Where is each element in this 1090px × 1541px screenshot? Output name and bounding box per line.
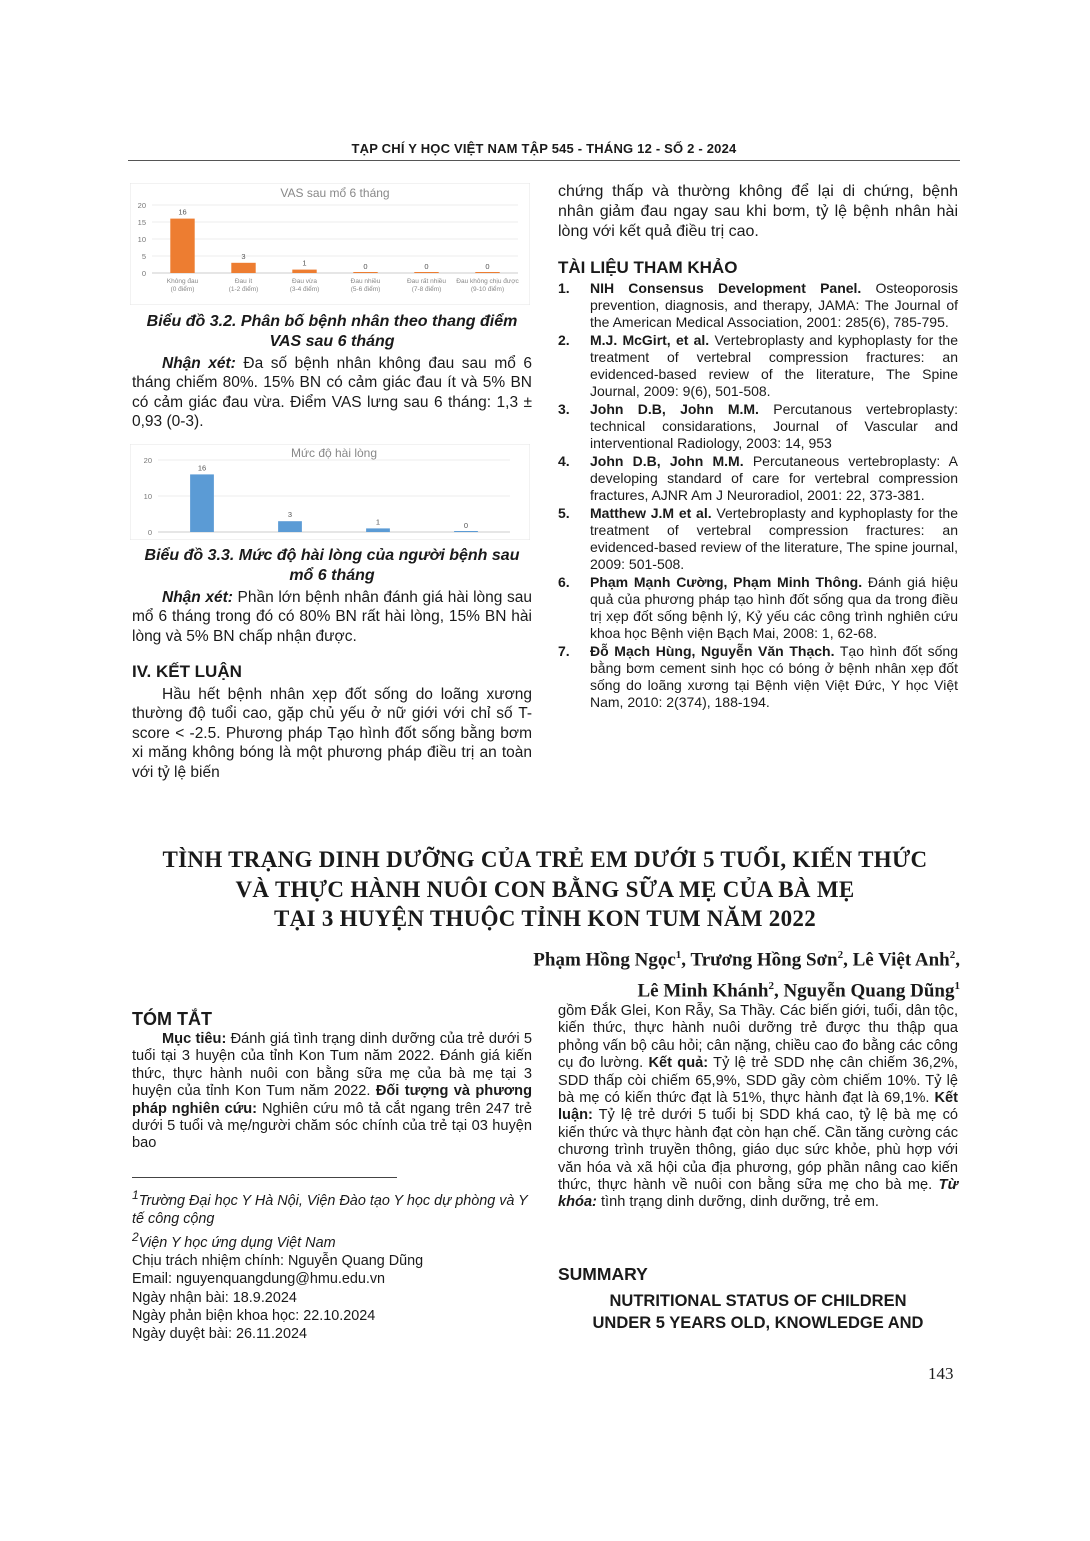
reference-text: Osteoporosis prevention, diagnosis, and therapy, JAMA: The Journal of the American Medical Association, 2001: 285(6), 785-795. bbox=[590, 280, 958, 330]
data-label: 3 bbox=[287, 510, 293, 520]
y-tick-label: 0 bbox=[141, 269, 146, 278]
y-tick-label: 0 bbox=[147, 528, 152, 537]
date-received: Ngày nhận bài: 18.9.2024 bbox=[132, 1289, 297, 1306]
remark-label: Nhận xét: bbox=[162, 355, 236, 372]
bar bbox=[292, 270, 316, 273]
bar bbox=[278, 521, 302, 532]
reference-item bbox=[558, 332, 958, 400]
conclusion-text: Hầu hết bệnh nhân xẹp đốt sống do loãng xương thường độ tuổi cao, gặp chủ yếu ở nữ giới với chỉ số T-score < -2.5. Phương pháp Tạo hình đốt sống bằng bơm xi măng không bóng là một phương pháp điều trị an toàn với tỷ lệ biến bbox=[132, 686, 532, 781]
affil-sup: 1 bbox=[954, 980, 960, 993]
remark-text: Đa số bệnh nhân không đau sau mổ 6 tháng chiếm 80%. 15% BN có cảm giác đau ít và 5% BN có cảm giác đau vừa. Điểm VAS lưng sau 6 tháng: 1,3 ± 0,93 (0-3). bbox=[132, 355, 533, 431]
vas-bar-chart bbox=[130, 183, 530, 305]
reference-item bbox=[558, 574, 958, 642]
abstract-label: Đối tượng và phương pháp nghiên cứu: bbox=[132, 1083, 532, 1117]
keywords-text: tình trạng dinh dưỡng, dinh dưỡng, trẻ em. bbox=[596, 1194, 879, 1211]
title-line: TÌNH TRẠNG DINH DƯỠNG CỦA TRẺ EM DƯỚI 5 TUỔI, KIẾN THỨC bbox=[162, 847, 928, 872]
figure-caption-3-3: Biểu đồ 3.3. Mức độ hài lòng của người bệnh sau mổ 6 tháng bbox=[144, 547, 520, 584]
author: , Nguyễn Quang Dũng bbox=[773, 980, 955, 1002]
y-tick-label: 10 bbox=[137, 235, 146, 244]
data-label: 3 bbox=[241, 251, 246, 261]
reference-number: 1. bbox=[558, 280, 570, 296]
reference-text: Percutanous vertebroplasty: technical considarations, Journal of Vascular and interventional Radiology, 2003: 14, 953 bbox=[590, 401, 958, 451]
data-label: 16 bbox=[178, 207, 187, 217]
category-label-line: (0 điểm) bbox=[170, 286, 195, 293]
abstract-text: Đánh giá tình trạng dinh dưỡng của trẻ dưới 5 tuổi tại 3 huyện của tỉnh Kon Tum năm 2022. Đánh giá kiến thức, thực hành nuôi con bằng sữa mẹ của bà mẹ tại 3 huyện của tỉnh Kon Tum năm 2022. bbox=[132, 1031, 532, 1100]
reference-authors: John D.B, John M.M. bbox=[590, 401, 759, 417]
authors bbox=[533, 942, 960, 1005]
fn-sup: 1 bbox=[132, 1188, 139, 1202]
bar bbox=[454, 531, 478, 532]
data-label: 1 bbox=[375, 517, 381, 527]
reference-authors: John D.B, John M.M. bbox=[590, 453, 744, 469]
affiliation-1: Trường Đại học Y Hà Nội, Viện Đào tạo Y học dự phòng và Y tế công cộng bbox=[132, 1192, 528, 1227]
abstract-text: Tỷ lệ trẻ SDD nhẹ cân chiếm 36,2%, SDD thấp còi chiếm 65,9%, SDD gầy còm chiếm 10%. Tỷ lệ bà mẹ có kiến thức đạt là 51%, thực hành đạt là 69,1%. bbox=[558, 1055, 959, 1107]
summary-title-line: NUTRITIONAL STATUS OF CHILDREN bbox=[609, 1292, 907, 1310]
category-label bbox=[167, 278, 199, 293]
abstract-right bbox=[558, 1003, 958, 1212]
y-tick-label: 20 bbox=[137, 201, 146, 210]
chart-title: Mức độ hài lòng bbox=[290, 446, 378, 460]
category-label-line: (7-8 điểm) bbox=[411, 286, 442, 293]
title-line: VÀ THỰC HÀNH NUÔI CON BẰNG SỮA MẸ CỦA BÀ MẸ bbox=[235, 876, 855, 902]
header-rule bbox=[128, 160, 960, 161]
category-label-line: (1-2 điểm) bbox=[228, 286, 259, 293]
reference-authors: Matthew J.M et al. bbox=[590, 505, 712, 521]
category-label-line: Đau vừa bbox=[292, 278, 317, 285]
bar bbox=[190, 474, 214, 532]
category-label bbox=[351, 276, 381, 293]
y-tick-label: 20 bbox=[143, 456, 152, 465]
date-accepted: Ngày duyệt bài: 26.11.2024 bbox=[132, 1326, 307, 1343]
references-list bbox=[558, 280, 958, 712]
reference-item bbox=[558, 453, 958, 504]
reference-text: Vertebroplasty and kyphoplasty for the treatment of vertebral compression fractures: an evidenced-based review of the literature, The Spine Journal, 2009: 9(6), 501-508. bbox=[590, 332, 958, 399]
reference-number: 6. bbox=[558, 574, 570, 590]
reference-number: 4. bbox=[558, 453, 570, 469]
affil-sup: 2 bbox=[949, 949, 956, 961]
bar bbox=[231, 263, 255, 273]
article-title bbox=[120, 845, 970, 934]
chart-title: VAS sau mổ 6 tháng bbox=[280, 186, 390, 200]
footnotes bbox=[132, 1186, 532, 1343]
reference-number: 5. bbox=[558, 505, 570, 521]
bar bbox=[353, 272, 377, 273]
affil-sup: 2 bbox=[768, 980, 774, 993]
remark-vas bbox=[132, 354, 532, 432]
category-label-line: (9-10 điểm) bbox=[470, 286, 505, 293]
category-label bbox=[290, 278, 320, 293]
data-label: 16 bbox=[197, 463, 207, 473]
footnote-rule bbox=[132, 1177, 397, 1178]
reference-item bbox=[558, 280, 958, 331]
category-label-line: (3-4 điểm) bbox=[289, 286, 320, 293]
data-label: 1 bbox=[302, 258, 307, 268]
abstract-left bbox=[132, 1031, 532, 1153]
author: , Trương Hồng Sơn bbox=[681, 949, 838, 971]
y-tick-label: 15 bbox=[137, 218, 146, 227]
email: Email: nguyenquangdung@hmu.edu.vn bbox=[132, 1271, 386, 1288]
bar bbox=[475, 272, 499, 273]
reference-text: Tạo hình đốt sống bằng bơm cement sinh học có bóng ở bệnh nhân xẹp đốt sống do loãng xương tại Bệnh viện Việt Đức, Y học Việt Nam, 2010: 2(374), 188-194. bbox=[590, 643, 958, 710]
remark-text: Phần lớn bệnh nhân đánh giá hài lòng sau mổ 6 tháng trong đó có 80% BN rất hài lòng, 15% BN hài lòng và 5% BN chấp nhận được. bbox=[132, 589, 533, 645]
author-sep: , bbox=[955, 949, 960, 971]
author: Phạm Hồng Ngọc bbox=[533, 949, 676, 971]
author: , Lê Việt Anh bbox=[843, 949, 950, 971]
summary-title bbox=[558, 1290, 958, 1334]
y-tick-label: 5 bbox=[141, 252, 146, 261]
category-label-line: Không đau bbox=[166, 278, 199, 285]
page-number: 143 bbox=[928, 1364, 954, 1383]
affiliation-2: Viện Y học ứng dụng Việt Nam bbox=[138, 1235, 336, 1251]
abstract-text: Nghiên cứu mô tả cắt ngang trên 247 trẻ dưới 5 tuổi và mẹ/người chăm sóc chính của trẻ tại 03 huyện bao bbox=[132, 1100, 532, 1152]
reference-authors: Đỗ Mạch Hùng, Nguyễn Văn Thạch. bbox=[590, 643, 835, 659]
figure-caption-3-2: Biểu đồ 3.2. Phân bố bệnh nhân theo thang điểm VAS sau 6 tháng bbox=[146, 313, 518, 350]
abstract-label: Kết quả: bbox=[648, 1055, 709, 1072]
author: Lê Minh Khánh bbox=[637, 980, 769, 1002]
reference-authors: NIH Consensus Development Panel. bbox=[590, 280, 862, 296]
affil-sup: 2 bbox=[837, 949, 844, 961]
abstract-label: Mục tiêu: bbox=[162, 1031, 227, 1047]
category-label-line: Đau ít bbox=[234, 278, 253, 285]
title-line: TẠI 3 HUYỆN THUỘC TỈNH KON TUM NĂM 2022 bbox=[273, 906, 817, 931]
abstract-text: Tỷ lệ trẻ dưới 5 tuổi bị SDD khá cao, tỷ lệ bà mẹ có kiến thức và thực hành đạt còn hạn chế. Cần tăng cường các chương trình truyền thông, giáo dục sức khỏe, phù hợp với văn hóa và xã hội của địa phương, góp phần nâng cao kiến thức, thực hành về nuôi con bằng sữa mẹ cho bà mẹ. bbox=[558, 1107, 958, 1194]
bar bbox=[414, 272, 438, 273]
fn-sup: 2 bbox=[132, 1230, 139, 1245]
reference-text: Percutaneous vertebroplasty: A developing standard of care for vertebral compression fractures, AJNR Am J Neuroradiol, 2001: 22, 373-381. bbox=[590, 453, 959, 503]
reference-authors: Phạm Mạnh Cường, Phạm Minh Thông. bbox=[590, 574, 863, 590]
category-label-line: (5-6 điểm) bbox=[350, 286, 381, 293]
abstract-label: Kết luận: bbox=[558, 1090, 958, 1124]
data-label: 0 bbox=[424, 262, 429, 271]
data-label: 0 bbox=[463, 521, 469, 530]
section-conclusion-heading: IV. KẾT LUẬN bbox=[132, 662, 242, 681]
data-label: 0 bbox=[485, 262, 490, 271]
bar bbox=[366, 528, 390, 532]
summary-title-line: UNDER 5 YEARS OLD, KNOWLEDGE AND bbox=[592, 1314, 924, 1332]
reference-authors: M.J. McGirt, et al. bbox=[590, 332, 710, 348]
satisfaction-bar-chart bbox=[130, 444, 530, 540]
category-label-line: Đau rất nhiều bbox=[406, 278, 447, 285]
affil-sup: 1 bbox=[675, 949, 682, 961]
reference-number: 3. bbox=[558, 401, 570, 417]
summary-heading: SUMMARY bbox=[558, 1264, 648, 1284]
bar bbox=[170, 219, 194, 273]
data-label: 0 bbox=[363, 262, 368, 271]
remark-satisfaction bbox=[132, 588, 532, 646]
category-label-line: Đau nhiều bbox=[350, 278, 381, 285]
y-tick-label: 10 bbox=[143, 492, 152, 501]
reference-number: 7. bbox=[558, 643, 570, 659]
reference-text: Vertebroplasty and kyphoplasty for the treatment of vertebral compression fractures: an evidenced-based review of the literature, The spine journal, 2009: 501-508. bbox=[590, 505, 958, 572]
reference-item bbox=[558, 643, 958, 711]
category-label bbox=[407, 276, 446, 293]
remark-label: Nhận xét: bbox=[162, 589, 233, 606]
conclusion-continued: chứng thấp và thường không để lại di chứng, bệnh nhân giảm đau ngay sau khi bơm, tỷ lệ bệnh nhân hài lòng với kết quả điều trị cao. bbox=[558, 183, 958, 240]
date-reviewed: Ngày phản biện khoa học: 22.10.2024 bbox=[132, 1307, 376, 1324]
abstract-heading: TÓM TẮT bbox=[132, 1009, 212, 1029]
references-heading: TÀI LIỆU THAM KHẢO bbox=[558, 258, 738, 277]
corresponding-author: Chịu trách nhiệm chính: Nguyễn Quang Dũng bbox=[132, 1253, 424, 1270]
journal-header: TẠP CHÍ Y HỌC VIỆT NAM TẬP 545 - THÁNG 12 - SỐ 2 - 2024 bbox=[351, 141, 737, 156]
reference-item bbox=[558, 401, 958, 452]
reference-text: Đánh giá hiệu quả của phương pháp tạo hình đốt sống qua da trong điều trị xẹp đốt sống bệnh lý, Kỷ yếu các công trình nghiên cứu khoa học Bệnh viện Bạch Mai, 2008: 1, 62-68. bbox=[590, 574, 958, 641]
category-label-line: Đau không chịu được bbox=[456, 278, 519, 285]
keywords-label: Từ khóa: bbox=[558, 1177, 958, 1211]
reference-item bbox=[558, 505, 958, 573]
abstract-text: gồm Đắk Glei, Kon Rẫy, Sa Thầy. Các biến giới, tuổi, dân tộc, kiến thức, thực hành nuôi dưỡng trẻ được thu thập qua phỏng vấn bộ câu hỏi; cân nặng, chiều cao đo bằng các công cụ đo lường. bbox=[558, 1003, 958, 1072]
reference-number: 2. bbox=[558, 332, 570, 348]
